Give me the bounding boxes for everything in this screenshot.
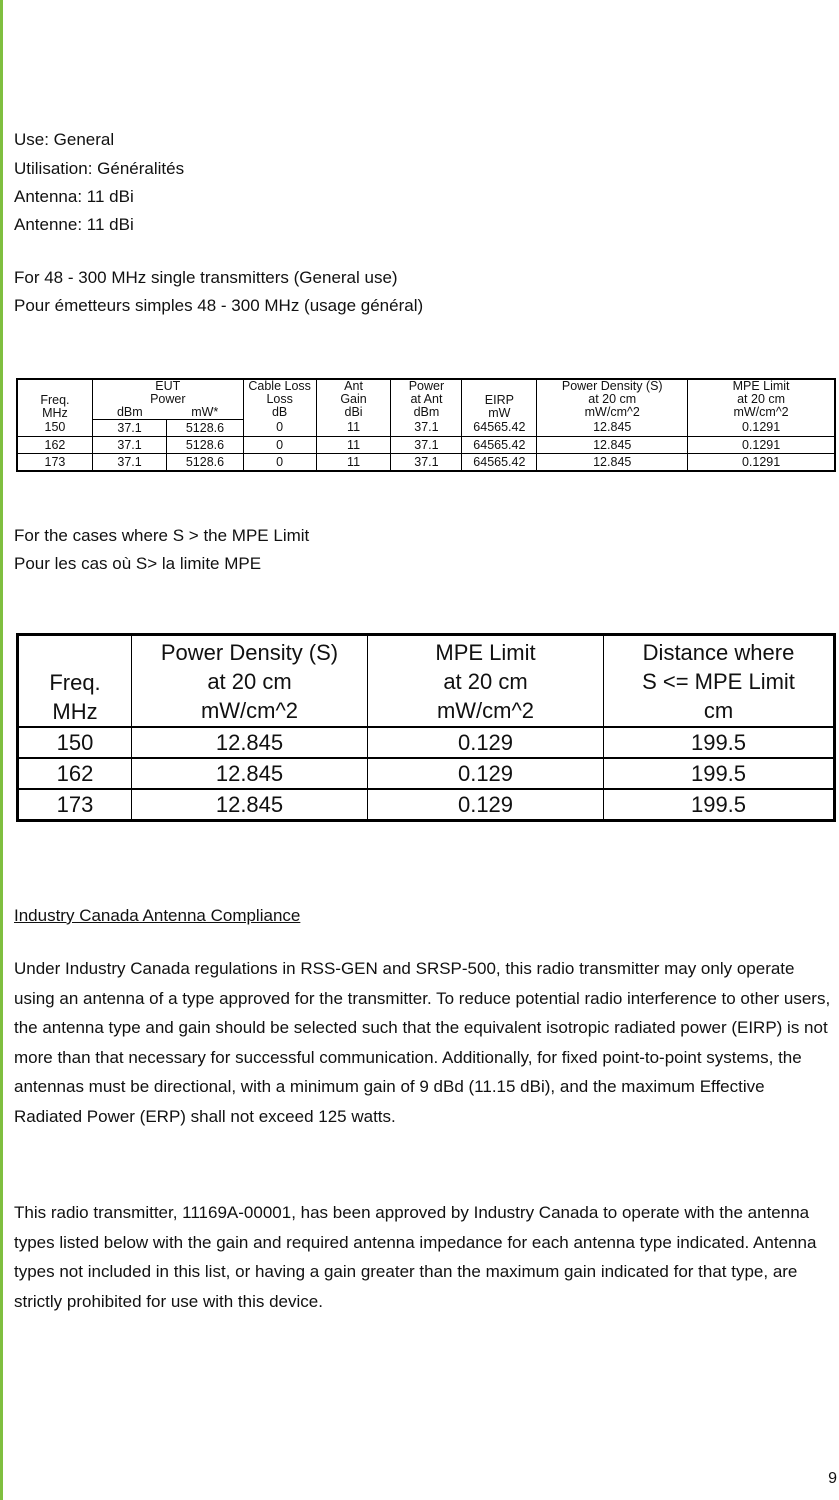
col-power-at-ant: Power at Ant dBm <box>391 379 462 420</box>
cell: 150 <box>17 420 92 437</box>
col-freq: Freq. MHz <box>17 379 92 420</box>
cell: 0.129 <box>368 789 604 821</box>
cell: 199.5 <box>604 758 835 789</box>
cell: 37.1 <box>391 420 462 437</box>
use-en: Use: General <box>14 130 115 149</box>
cell: 173 <box>18 789 132 821</box>
cell: 37.1 <box>92 420 166 437</box>
cell: 5128.6 <box>167 420 243 437</box>
antenna-en: Antenna: 11 dBi <box>14 187 134 206</box>
cell: 64565.42 <box>462 420 537 437</box>
distance-table <box>16 633 836 822</box>
cell: 11 <box>316 454 391 472</box>
cell: 12.845 <box>132 727 368 758</box>
page-number: 9 <box>828 1470 837 1487</box>
col-freq: Freq. MHz <box>18 635 132 728</box>
cell: 5128.6 <box>167 454 243 472</box>
col-dbm: dBm <box>92 406 166 420</box>
col-power-density: Power Density (S) at 20 cm mW/cm^2 <box>537 379 688 420</box>
cell: 37.1 <box>391 454 462 472</box>
cell: 0.129 <box>368 758 604 789</box>
antenna-fr: Antenne: 11 dBi <box>14 215 134 234</box>
for-fr: Pour émetteurs simples 48 - 300 MHz (usage général) <box>14 296 424 315</box>
col-ant-gain: Ant Gain dBi <box>316 379 391 420</box>
cell: 37.1 <box>92 454 166 472</box>
table-row <box>17 420 835 437</box>
mpe-calculation-table <box>16 378 836 472</box>
cell: 12.845 <box>537 454 688 472</box>
cell: 12.845 <box>132 758 368 789</box>
cases-fr: Pour les cas où S> la limite MPE <box>14 554 262 573</box>
col-eirp: EIRP mW <box>462 379 537 420</box>
table-row <box>17 437 835 454</box>
cell: 11 <box>316 437 391 454</box>
col-eut: EUT Power <box>92 379 243 406</box>
for-en: For 48 - 300 MHz single transmitters (General use) <box>14 268 398 287</box>
use-fr: Utilisation: Généralités <box>14 159 185 178</box>
col-mpe-limit: MPE Limit at 20 cm mW/cm^2 <box>368 635 604 728</box>
cell: 0.129 <box>368 727 604 758</box>
table-row <box>18 789 835 821</box>
cell: 162 <box>17 437 92 454</box>
cell: 12.845 <box>537 437 688 454</box>
cell: 0 <box>243 437 316 454</box>
compliance-paragraph-2: This radio transmitter, 11169A-00001, has been approved by Industry Canada to operate with the antenna types listed below with the gain and required antenna impedance for each antenna type indicated. Antenna types not included in this list, or having a gain greater than the maximum gain indicated for that type, are strictly prohibited for use with this device. <box>14 1203 817 1311</box>
cell: 11 <box>316 420 391 437</box>
cell: 64565.42 <box>462 454 537 472</box>
cell: 0.1291 <box>688 454 835 472</box>
table-row <box>17 454 835 472</box>
cell: 12.845 <box>537 420 688 437</box>
col-mpe-limit: MPE Limit at 20 cm mW/cm^2 <box>688 379 835 420</box>
cell: 173 <box>17 454 92 472</box>
cell: 12.845 <box>132 789 368 821</box>
cell: 5128.6 <box>167 437 243 454</box>
table-row <box>18 758 835 789</box>
cell: 0.1291 <box>688 420 835 437</box>
cell: 150 <box>18 727 132 758</box>
col-power-density: Power Density (S) at 20 cm mW/cm^2 <box>132 635 368 728</box>
compliance-heading: Industry Canada Antenna Compliance <box>14 906 301 925</box>
cell: 0 <box>243 454 316 472</box>
page-accent-bar <box>0 0 3 1500</box>
cell: 37.1 <box>391 437 462 454</box>
cell: 199.5 <box>604 727 835 758</box>
cell: 0.1291 <box>688 437 835 454</box>
cell: 0 <box>243 420 316 437</box>
col-distance: Distance where S <= MPE Limit cm <box>604 635 835 728</box>
col-mw: mW* <box>167 406 243 420</box>
cell: 162 <box>18 758 132 789</box>
table-row <box>18 727 835 758</box>
cell: 64565.42 <box>462 437 537 454</box>
col-cable-loss: Cable Loss Loss dB <box>243 379 316 420</box>
cell: 37.1 <box>92 437 166 454</box>
cases-en: For the cases where S > the MPE Limit <box>14 526 310 545</box>
compliance-paragraph-1: Under Industry Canada regulations in RSS-GEN and SRSP-500, this radio transmitter may only operate using an antenna of a type approved for the transmitter. To reduce potential radio interference to other users, the antenna type and gain should be selected such that the equivalent isotropic radiated power (EIRP) is not more than that necessary for successful communication. Additionally, for fixed point-to-point systems, the antennas must be directional, with a minimum gain of 9 dBd (11.15 dBi), and the maximum Effective Radiated Power (ERP) shall not exceed 125 watts. <box>14 959 831 1126</box>
cell: 199.5 <box>604 789 835 821</box>
